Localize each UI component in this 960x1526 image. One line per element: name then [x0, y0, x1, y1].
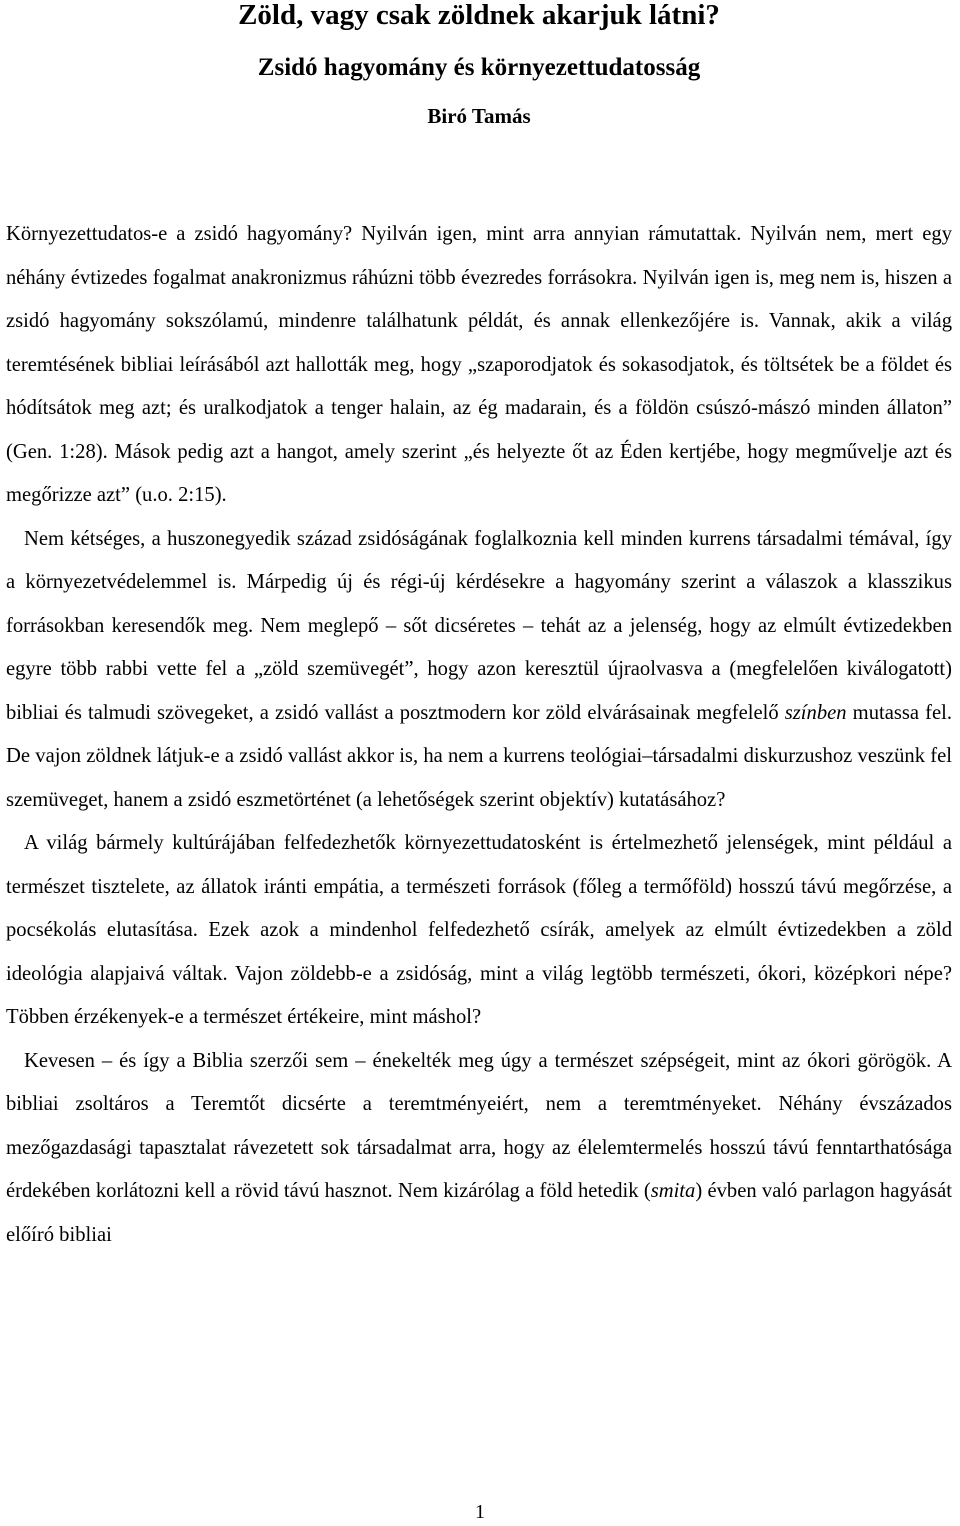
document-author: Biró Tamás: [427, 104, 531, 128]
paragraph-4-text-b: ) évben való parlagon hagyását előíró bibliai: [6, 1180, 952, 1246]
paragraph-4: [6, 1040, 952, 1258]
document-page: [6, 0, 952, 1257]
paragraph-2: [6, 518, 952, 823]
paragraph-1: Környezettudatos-e a zsidó hagyomány? Nyilván igen, mint arra annyian rámutattak. Nyilván nem, mert egy néhány évtizedes fogalmat anakronizmus ráhúzni több évezredes forrásokra. Nyilván igen is, meg nem is, hiszen a zsidó hagyomány sokszólamú, mindenre találhatunk példát, és annak ellenkezőjére is. Vannak, akik a világ teremtésének bibliai leírásából azt hallották meg, hogy „szaporodjatok és sokasodjatok, és töltsétek be a földet és hódítsátok meg azt; és uralkodjatok a tenger halain, az ég madarain, és a földön csúszó-mászó minden állaton” (Gen. 1:28). Mások pedig azt a hangot, amely szerint „és helyezte őt az Éden kertjébe, hogy megművelje azt és megőrizze azt” (u.o. 2:15).: [6, 223, 952, 506]
paragraph-2-italic: színben: [784, 701, 847, 724]
paragraph-4-text-a: Kevesen – és így a Biblia szerzői sem – énekelték meg úgy a természet szépségeit, mint az ókori görögök. A bibliai zsoltáros a Teremtőt dicsérte a teremtményeiért, nem a teremtményeket. Néhány évszázados mezőgazdasági tapasztalat rávezetett sok társadalmat arra, hogy az élelemtermelés hosszú távú fenntarthatósága érdekében korlátozni kell a rövid távú hasznot. Nem kizárólag a föld hetedik (: [6, 1049, 952, 1202]
paragraph-2-text-a: Nem kétséges, a huszonegyedik század zsidóságának foglalkoznia kell minden kurrens társadalmi témával, így a környezetvédelemmel is. Márpedig új és régi-új kérdésekre a hagyomány szerint a válaszok a klasszikus forrásokban keresendők meg. Nem meglepő – sőt dicséretes – tehát az a jelenség, hogy az elmúlt évtizedekben egyre több rabbi vette fel a „zöld szemüvegét”, hogy azon keresztül újraolvasva a (megfelelően kiválogatott) bibliai és talmudi szövegeket, a zsidó vallást a posztmodern kor zöld elvárásainak megfelelő: [6, 527, 952, 724]
page-number: 1: [475, 1501, 485, 1523]
paragraph-2-text-b: mutassa fel. De vajon zöldnek látjuk-e a zsidó vallást akkor is, ha nem a kurrens teológiai–társadalmi diskurzushoz veszünk fel szemüveget, hanem a zsidó eszmetörténet (a lehetőségek szerint objektív) kutatásához?: [6, 701, 952, 811]
paragraph-3: A világ bármely kultúrájában felfedezhetők környezettudatosként is értelmezhető jelenségek, mint például a természet tisztelete, az állatok iránti empátia, a természeti források (főleg a termőföld) hosszú távú megőrzése, a pocsékolás elutasítása. Ezek azok a mindenhol felfedezhető csírák, amelyek az elmúlt évtizedekben a zöld ideológia alapjaivá váltak. Vajon zöldebb-e a zsidóság, mint a világ legtöbb természeti, ókori, középkori népe? Többen érzékenyek-e a természet értékeire, mint máshol?: [6, 832, 952, 1028]
paragraph-4-italic: smita: [650, 1180, 696, 1202]
document-subtitle: Zsidó hagyomány és környezettudatosság: [257, 54, 701, 81]
document-title: Zöld, vagy csak zöldnek akarjuk látni?: [238, 0, 720, 31]
document-body: [6, 213, 952, 1257]
